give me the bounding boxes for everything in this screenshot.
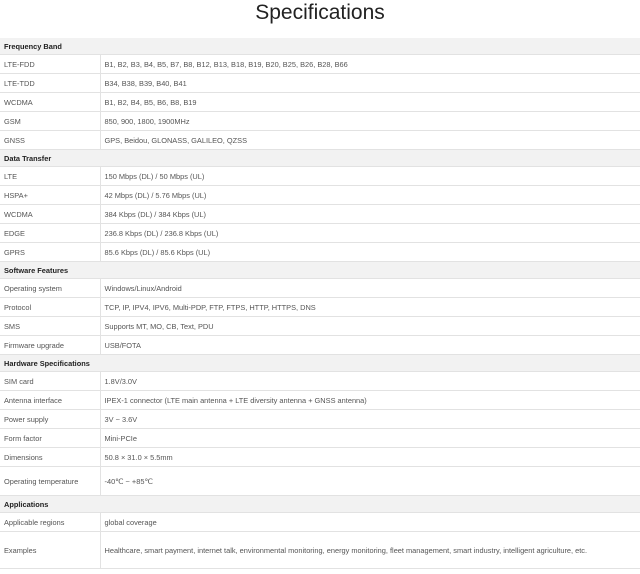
section-header-frequency-band xyxy=(0,38,640,55)
spec-label: LTE xyxy=(0,167,100,186)
spec-label: HSPA+ xyxy=(0,186,100,205)
spec-label: Firmware upgrade xyxy=(0,336,100,355)
table-row xyxy=(0,410,640,429)
table-row xyxy=(0,224,640,243)
section-header-hardware-specifications xyxy=(0,355,640,372)
spec-label: WCDMA xyxy=(0,93,100,112)
spec-value: 42 Mbps (DL) / 5.76 Mbps (UL) xyxy=(100,186,640,205)
spec-value: 850, 900, 1800, 1900MHz xyxy=(100,112,640,131)
spec-value: 384 Kbps (DL) / 384 Kbps (UL) xyxy=(100,205,640,224)
specifications-table xyxy=(0,38,640,569)
spec-label: Dimensions xyxy=(0,448,100,467)
spec-value: Windows/Linux/Android xyxy=(100,279,640,298)
spec-value: 1.8V/3.0V xyxy=(100,372,640,391)
spec-value: Healthcare, smart payment, internet talk, environmental monitoring, energy monitoring, fleet management, smart industry, intelligent agriculture, etc. xyxy=(100,532,640,569)
section-header-applications xyxy=(0,496,640,513)
table-row xyxy=(0,513,640,532)
table-row xyxy=(0,336,640,355)
spec-label: EDGE xyxy=(0,224,100,243)
spec-value: 236.8 Kbps (DL) / 236.8 Kbps (UL) xyxy=(100,224,640,243)
spec-value: global coverage xyxy=(100,513,640,532)
spec-value: -40℃ ~ +85℃ xyxy=(100,467,640,496)
spec-label: GSM xyxy=(0,112,100,131)
spec-value: B34, B38, B39, B40, B41 xyxy=(100,74,640,93)
spec-label: Operating system xyxy=(0,279,100,298)
spec-label: LTE-FDD xyxy=(0,55,100,74)
spec-value: 85.6 Kbps (DL) / 85.6 Kbps (UL) xyxy=(100,243,640,262)
spec-value: GPS, Beidou, GLONASS, GALILEO, QZSS xyxy=(100,131,640,150)
section-heading: Software Features xyxy=(0,262,640,279)
table-row xyxy=(0,298,640,317)
table-row xyxy=(0,448,640,467)
table-row xyxy=(0,429,640,448)
table-row xyxy=(0,279,640,298)
section-heading: Applications xyxy=(0,496,640,513)
table-row xyxy=(0,317,640,336)
spec-label: Form factor xyxy=(0,429,100,448)
table-row xyxy=(0,467,640,496)
section-heading: Hardware Specifications xyxy=(0,355,640,372)
spec-value: 50.8 × 31.0 × 5.5mm xyxy=(100,448,640,467)
table-row xyxy=(0,131,640,150)
table-row xyxy=(0,532,640,569)
spec-label: SMS xyxy=(0,317,100,336)
spec-label: GPRS xyxy=(0,243,100,262)
section-header-data-transfer xyxy=(0,150,640,167)
spec-value: TCP, IP, IPV4, IPV6, Multi-PDP, FTP, FTPS, HTTP, HTTPS, DNS xyxy=(100,298,640,317)
spec-label: SIM card xyxy=(0,372,100,391)
spec-value: Supports MT, MO, CB, Text, PDU xyxy=(100,317,640,336)
section-header-software-features xyxy=(0,262,640,279)
table-row xyxy=(0,205,640,224)
section-heading: Data Transfer xyxy=(0,150,640,167)
spec-value: B1, B2, B4, B5, B6, B8, B19 xyxy=(100,93,640,112)
table-row xyxy=(0,112,640,131)
spec-label: Protocol xyxy=(0,298,100,317)
spec-label: Operating temperature xyxy=(0,467,100,496)
page-title: Specifications xyxy=(255,1,385,24)
spec-value: 3V ~ 3.6V xyxy=(100,410,640,429)
table-row xyxy=(0,391,640,410)
table-row xyxy=(0,74,640,93)
spec-value: 150 Mbps (DL) / 50 Mbps (UL) xyxy=(100,167,640,186)
spec-value: Mini-PCIe xyxy=(100,429,640,448)
table-row xyxy=(0,243,640,262)
table-row xyxy=(0,186,640,205)
spec-value: IPEX-1 connector (LTE main antenna + LTE diversity antenna + GNSS antenna) xyxy=(100,391,640,410)
spec-label: Applicable regions xyxy=(0,513,100,532)
spec-label: Antenna interface xyxy=(0,391,100,410)
section-heading: Frequency Band xyxy=(0,38,640,55)
table-row xyxy=(0,167,640,186)
table-row xyxy=(0,93,640,112)
spec-label: Power supply xyxy=(0,410,100,429)
spec-label: WCDMA xyxy=(0,205,100,224)
spec-value: B1, B2, B3, B4, B5, B7, B8, B12, B13, B18, B19, B20, B25, B26, B28, B66 xyxy=(100,55,640,74)
table-row xyxy=(0,372,640,391)
spec-label: GNSS xyxy=(0,131,100,150)
spec-label: Examples xyxy=(0,532,100,569)
table-row xyxy=(0,55,640,74)
spec-value: USB/FOTA xyxy=(100,336,640,355)
spec-label: LTE-TDD xyxy=(0,74,100,93)
